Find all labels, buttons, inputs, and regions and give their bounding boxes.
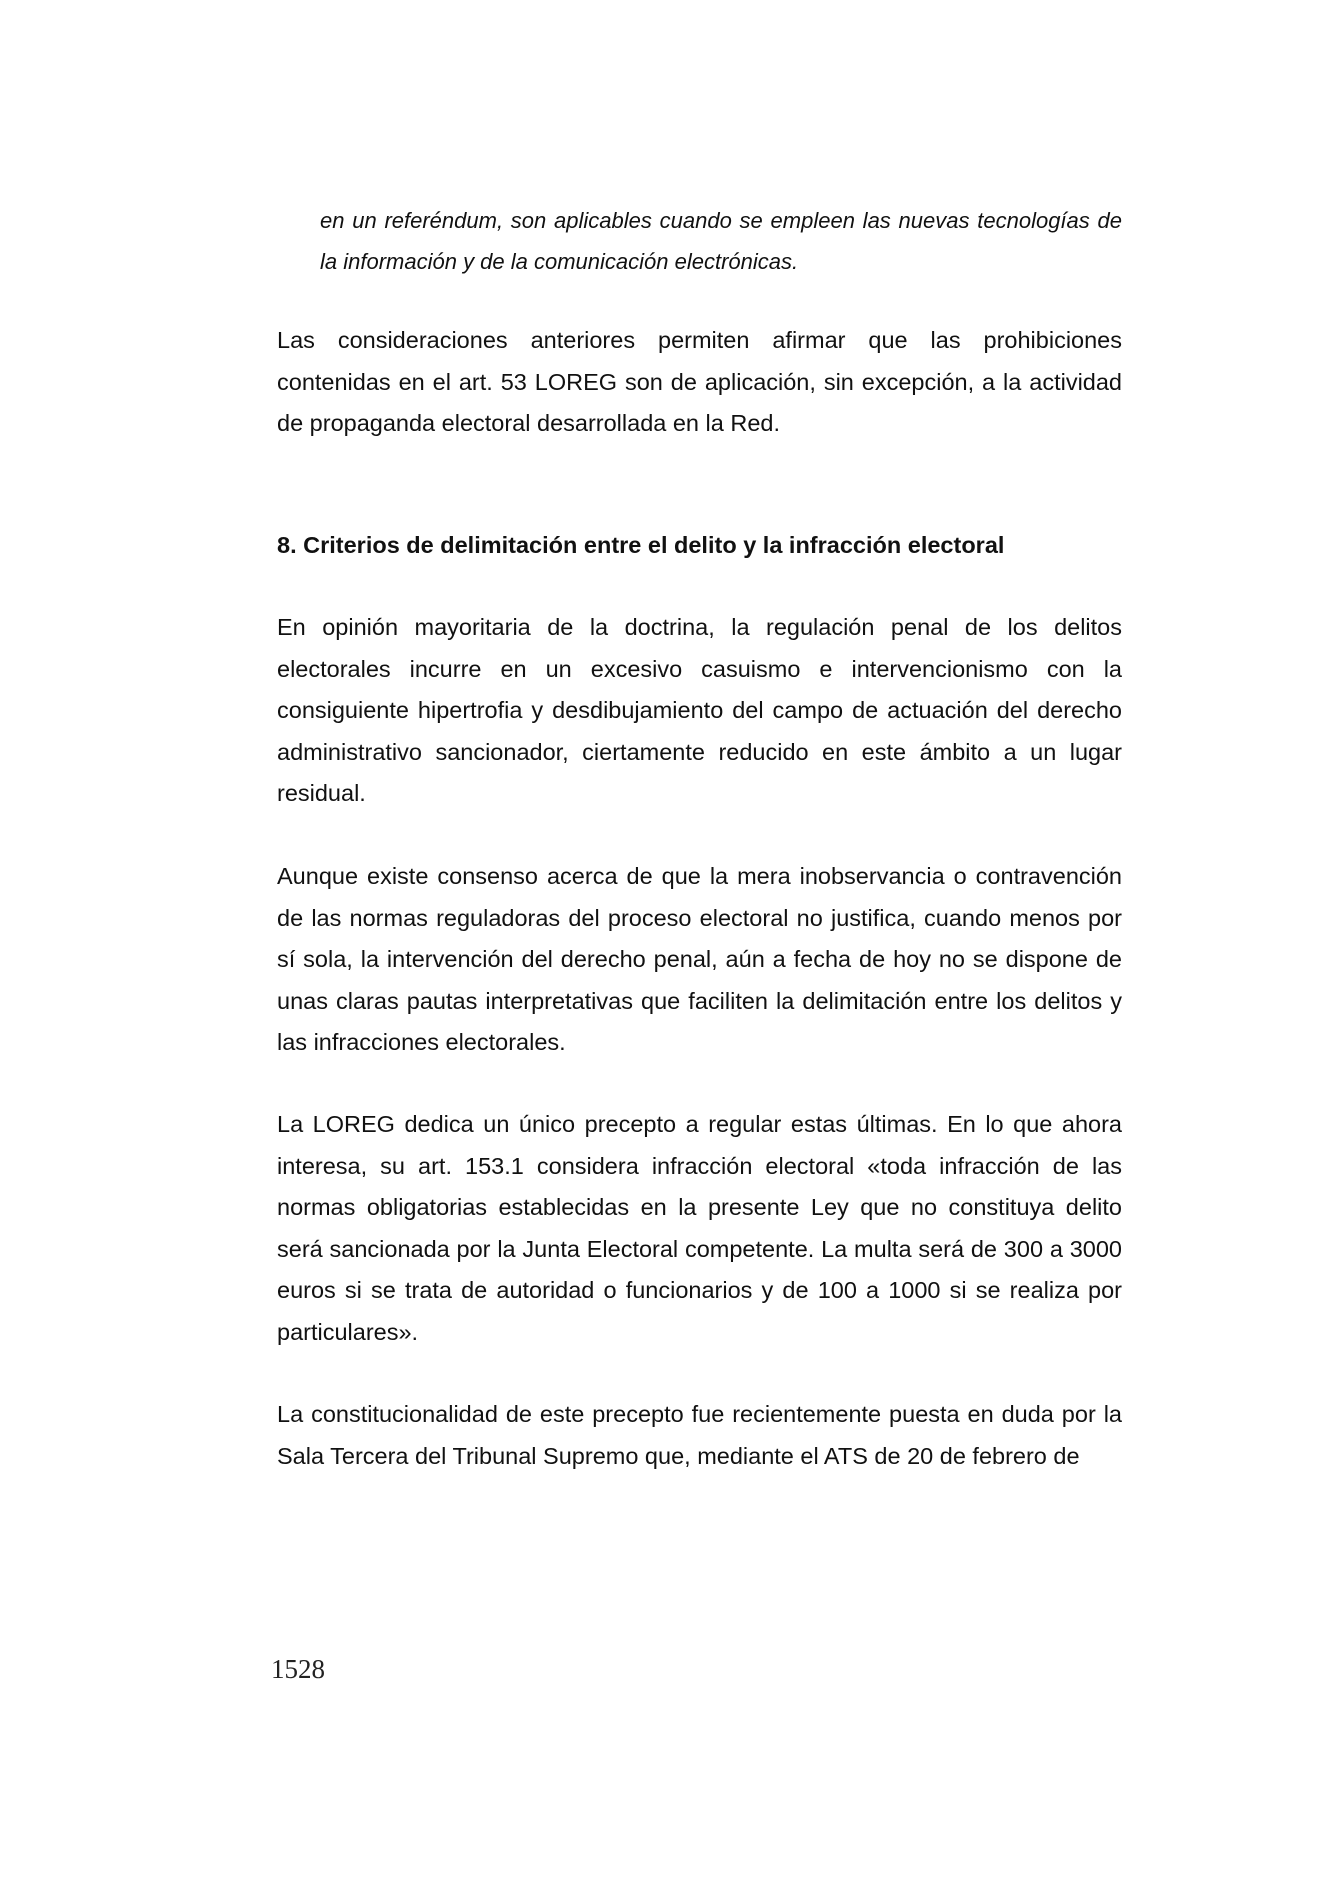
paragraph-2: En opinión mayoritaria de la doctrina, la regulación penal de los delitos electorales incurre en un excesivo casuismo e intervencionismo con la consiguiente hipertrofia y desdibujamiento del campo de actuación del derecho administrativo sancionador, ciertamente reducido en este ámbito a un lugar residual. xyxy=(277,614,1122,806)
section-heading: 8. Criterios de delimitación entre el delito y la infracción electoral xyxy=(277,532,1005,558)
paragraph-1: Las consideraciones anteriores permiten afirmar que las prohibiciones contenidas en el art. 53 LOREG son de aplicación, sin excepción, a la actividad de propaganda electoral desarrollada en la Red. xyxy=(277,327,1122,436)
page-number: 1528 xyxy=(271,1654,325,1684)
paragraph-5: La constitucionalidad de este precepto fue recientemente puesta en duda por la Sala Tercera del Tribunal Supremo que, mediante el ATS de 20 de febrero de xyxy=(277,1401,1122,1469)
paragraph-3: Aunque existe consenso acerca de que la mera inobservancia o contravención de las normas reguladoras del proceso electoral no justifica, cuando menos por sí sola, la intervención del derecho penal, aún a fecha de hoy no se dispone de unas claras pautas interpretativas que faciliten la delimitación entre los delitos y las infracciones electorales. xyxy=(277,863,1122,1055)
block-quote: en un referéndum, son aplicables cuando se empleen las nuevas tecnologías de la información y de la comunicación electrónicas. xyxy=(320,208,1122,274)
paragraph-4: La LOREG dedica un único precepto a regular estas últimas. En lo que ahora interesa, su art. 153.1 considera infracción electoral «toda infracción de las normas obligatorias establecidas en la presente Ley que no constituya delito será sancionada por la Junta Electoral competente. La multa será de 300 a 3000 euros si se trata de autoridad o funcionarios y de 100 a 1000 si se realiza por particulares». xyxy=(277,1111,1122,1345)
